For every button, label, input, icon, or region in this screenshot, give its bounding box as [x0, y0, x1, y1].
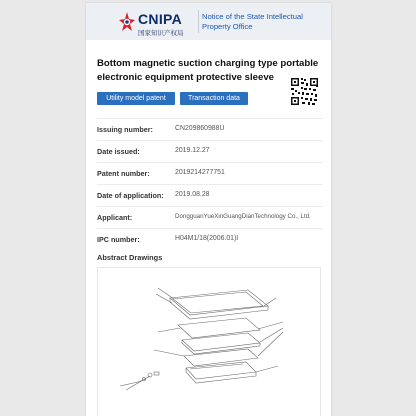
- patent-title: Bottom magnetic suction charging type portable electronic equipment protective sleeve: [97, 58, 319, 83]
- logo-subtitle: 国家知识产权局: [138, 29, 184, 37]
- field-value: 2019.12.27: [175, 147, 210, 154]
- header-bar: [86, 3, 331, 40]
- field-date-of-application: [97, 184, 323, 207]
- field-label: Patent number:: [97, 169, 150, 178]
- field-applicant: [97, 206, 323, 229]
- logo-text: CNIPA: [138, 11, 183, 27]
- field-label: Issuing number:: [97, 125, 153, 134]
- utility-model-patent-button[interactable]: Utility model patent: [97, 92, 175, 105]
- field-ipc-number: [97, 228, 323, 251]
- field-label: Date issued:: [97, 147, 140, 156]
- exploded-view-drawing: [98, 268, 320, 416]
- transaction-data-button[interactable]: Transaction data: [180, 92, 248, 105]
- field-label: Applicant:: [97, 213, 133, 222]
- cnipa-logo-icon: [118, 11, 136, 33]
- header-divider: [198, 10, 199, 33]
- field-value: 2019214277751: [175, 169, 225, 176]
- field-label: IPC number:: [97, 235, 140, 244]
- field-value: DongguanYueXinGuangDianTechnology Co., Ltd.: [175, 213, 311, 220]
- qr-code-icon[interactable]: [290, 77, 319, 106]
- field-value: CN209860988U: [175, 125, 225, 132]
- field-date-issued: [97, 140, 323, 163]
- patent-card: [86, 3, 331, 416]
- abstract-drawing-panel[interactable]: [97, 267, 321, 416]
- field-value: 2019.08.28: [175, 191, 210, 198]
- header-notice: Notice of the State Intellectual Property Office: [202, 12, 303, 31]
- field-issuing-number: [97, 118, 323, 141]
- field-patent-number: [97, 162, 323, 185]
- field-value: H04M1/18(2006.01)I: [175, 235, 239, 242]
- abstract-drawings-title: Abstract Drawings: [97, 253, 163, 262]
- field-label: Date of application:: [97, 191, 164, 200]
